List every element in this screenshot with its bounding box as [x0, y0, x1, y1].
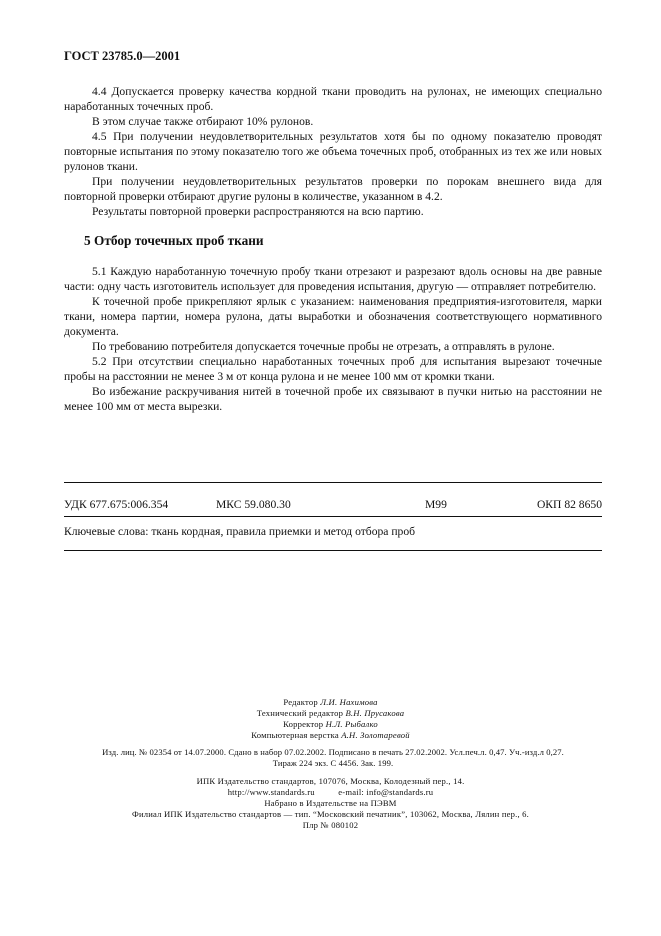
paragraph-4-4: 4.4 Допускается проверку качества кордной ткани проводить на рулонах, не имеющих специально наработанных точечных проб. — [64, 85, 602, 113]
section-5-title: 5 Отбор точечных проб ткани — [84, 233, 264, 248]
rule-top — [64, 482, 602, 483]
standard-header: ГОСТ 23785.0—2001 — [64, 49, 181, 63]
okp-code: ОКП 82 8650 — [536, 498, 602, 511]
credit-tech-editor: Технический редактор В.Н. Прусакова — [256, 708, 405, 718]
credit-layout: Компьютерная верстка А.Н. Золотаревой — [251, 730, 410, 740]
paragraph-5-1-label: К точечной пробе прикрепляют ярлык с указанием: наименования предприятия-изготовителя, марки ткани, номера партии, номера рулона, даты выработки и обозначения соответствующего нормативного документа. — [64, 295, 602, 338]
paragraph-5-1: 5.1 Каждую наработанную точечную пробу ткани отрезают и разрезают вдоль основы на две равные части: одну часть изготовитель использует для проведения испытания, другую — отправляет потребителю. — [64, 265, 602, 293]
rule-middle — [64, 516, 602, 517]
credit-editor: Редактор Л.И. Нахимова — [283, 697, 378, 707]
paragraph-4-5: 4.5 При получении неудовлетворительных результатов хотя бы по одному показателю проводят повторные испытания по этому показателю того же объема точечных проб, отобранных из тех же или новых рулонов ткани. — [64, 130, 602, 173]
mks-code: МКС 59.080.30 — [216, 498, 291, 511]
publisher-contacts — [0, 787, 661, 798]
paragraph-5-2: 5.2 При отсутствии специально наработанных точечных проб для испытания вырезают точечные пробы на расстоянии не менее 3 м от конца рулона и не менее 100 мм от кромки ткани. — [64, 355, 602, 383]
paragraph-4-4-note: В этом случае также отбирают 10% рулонов. — [92, 115, 314, 128]
typeset-note: Набрано в Издательстве на ПЭВМ — [264, 798, 397, 808]
body-text — [64, 84, 602, 414]
publisher-web: http://www.standards.ru — [227, 787, 315, 797]
publication-info: Изд. лиц. № 02354 от 14.07.2000. Сдано в набор 07.02.2002. Подписано в печать 27.02.2002. Усл.печ.л. 0,47. Уч.-изд.л 0,27. — [102, 747, 564, 757]
publisher-email: e-mail: info@standards.ru — [338, 787, 434, 797]
license-number: Плр № 080102 — [302, 820, 359, 830]
rule-bottom — [64, 550, 602, 551]
keywords: Ключевые слова: ткань кордная, правила приемки и метод отбора проб — [64, 525, 416, 538]
print-run: Тираж 224 экз. С 4456. Зак. 199. — [272, 758, 394, 768]
publisher-address: ИПК Издательство стандартов, 107076, Москва, Колодезный пер., 14. — [196, 776, 465, 786]
paragraph-4-5-defects: При получении неудовлетворительных результатов проверки по порокам внешнего вида для повторной проверки отбирают другие рулоны в количестве, указанном в 4.2. — [64, 175, 602, 203]
paragraph-4-5-scope: Результаты повторной проверки распространяются на всю партию. — [92, 205, 424, 218]
paragraph-5-1-roll: По требованию потребителя допускается точечные пробы не отрезать, а отправлять в рулоне. — [92, 340, 555, 353]
printing-branch: Филиал ИПК Издательство стандартов — тип. “Московский печатник”, 103062, Москва, Лялин пер., 6. — [131, 809, 530, 819]
paragraph-5-2-tying: Во избежание раскручивания нитей в точечной пробе их связывают в пучки нитью на расстоянии не менее 100 мм от места вырезки. — [64, 385, 602, 413]
m-code: М99 — [425, 498, 447, 511]
credits-block — [0, 697, 661, 741]
udk-code: УДК 677.675:006.354 — [64, 498, 169, 511]
publisher-block — [0, 776, 661, 831]
credit-proofreader: Корректор Н.Л. Рыбалко — [283, 719, 378, 729]
